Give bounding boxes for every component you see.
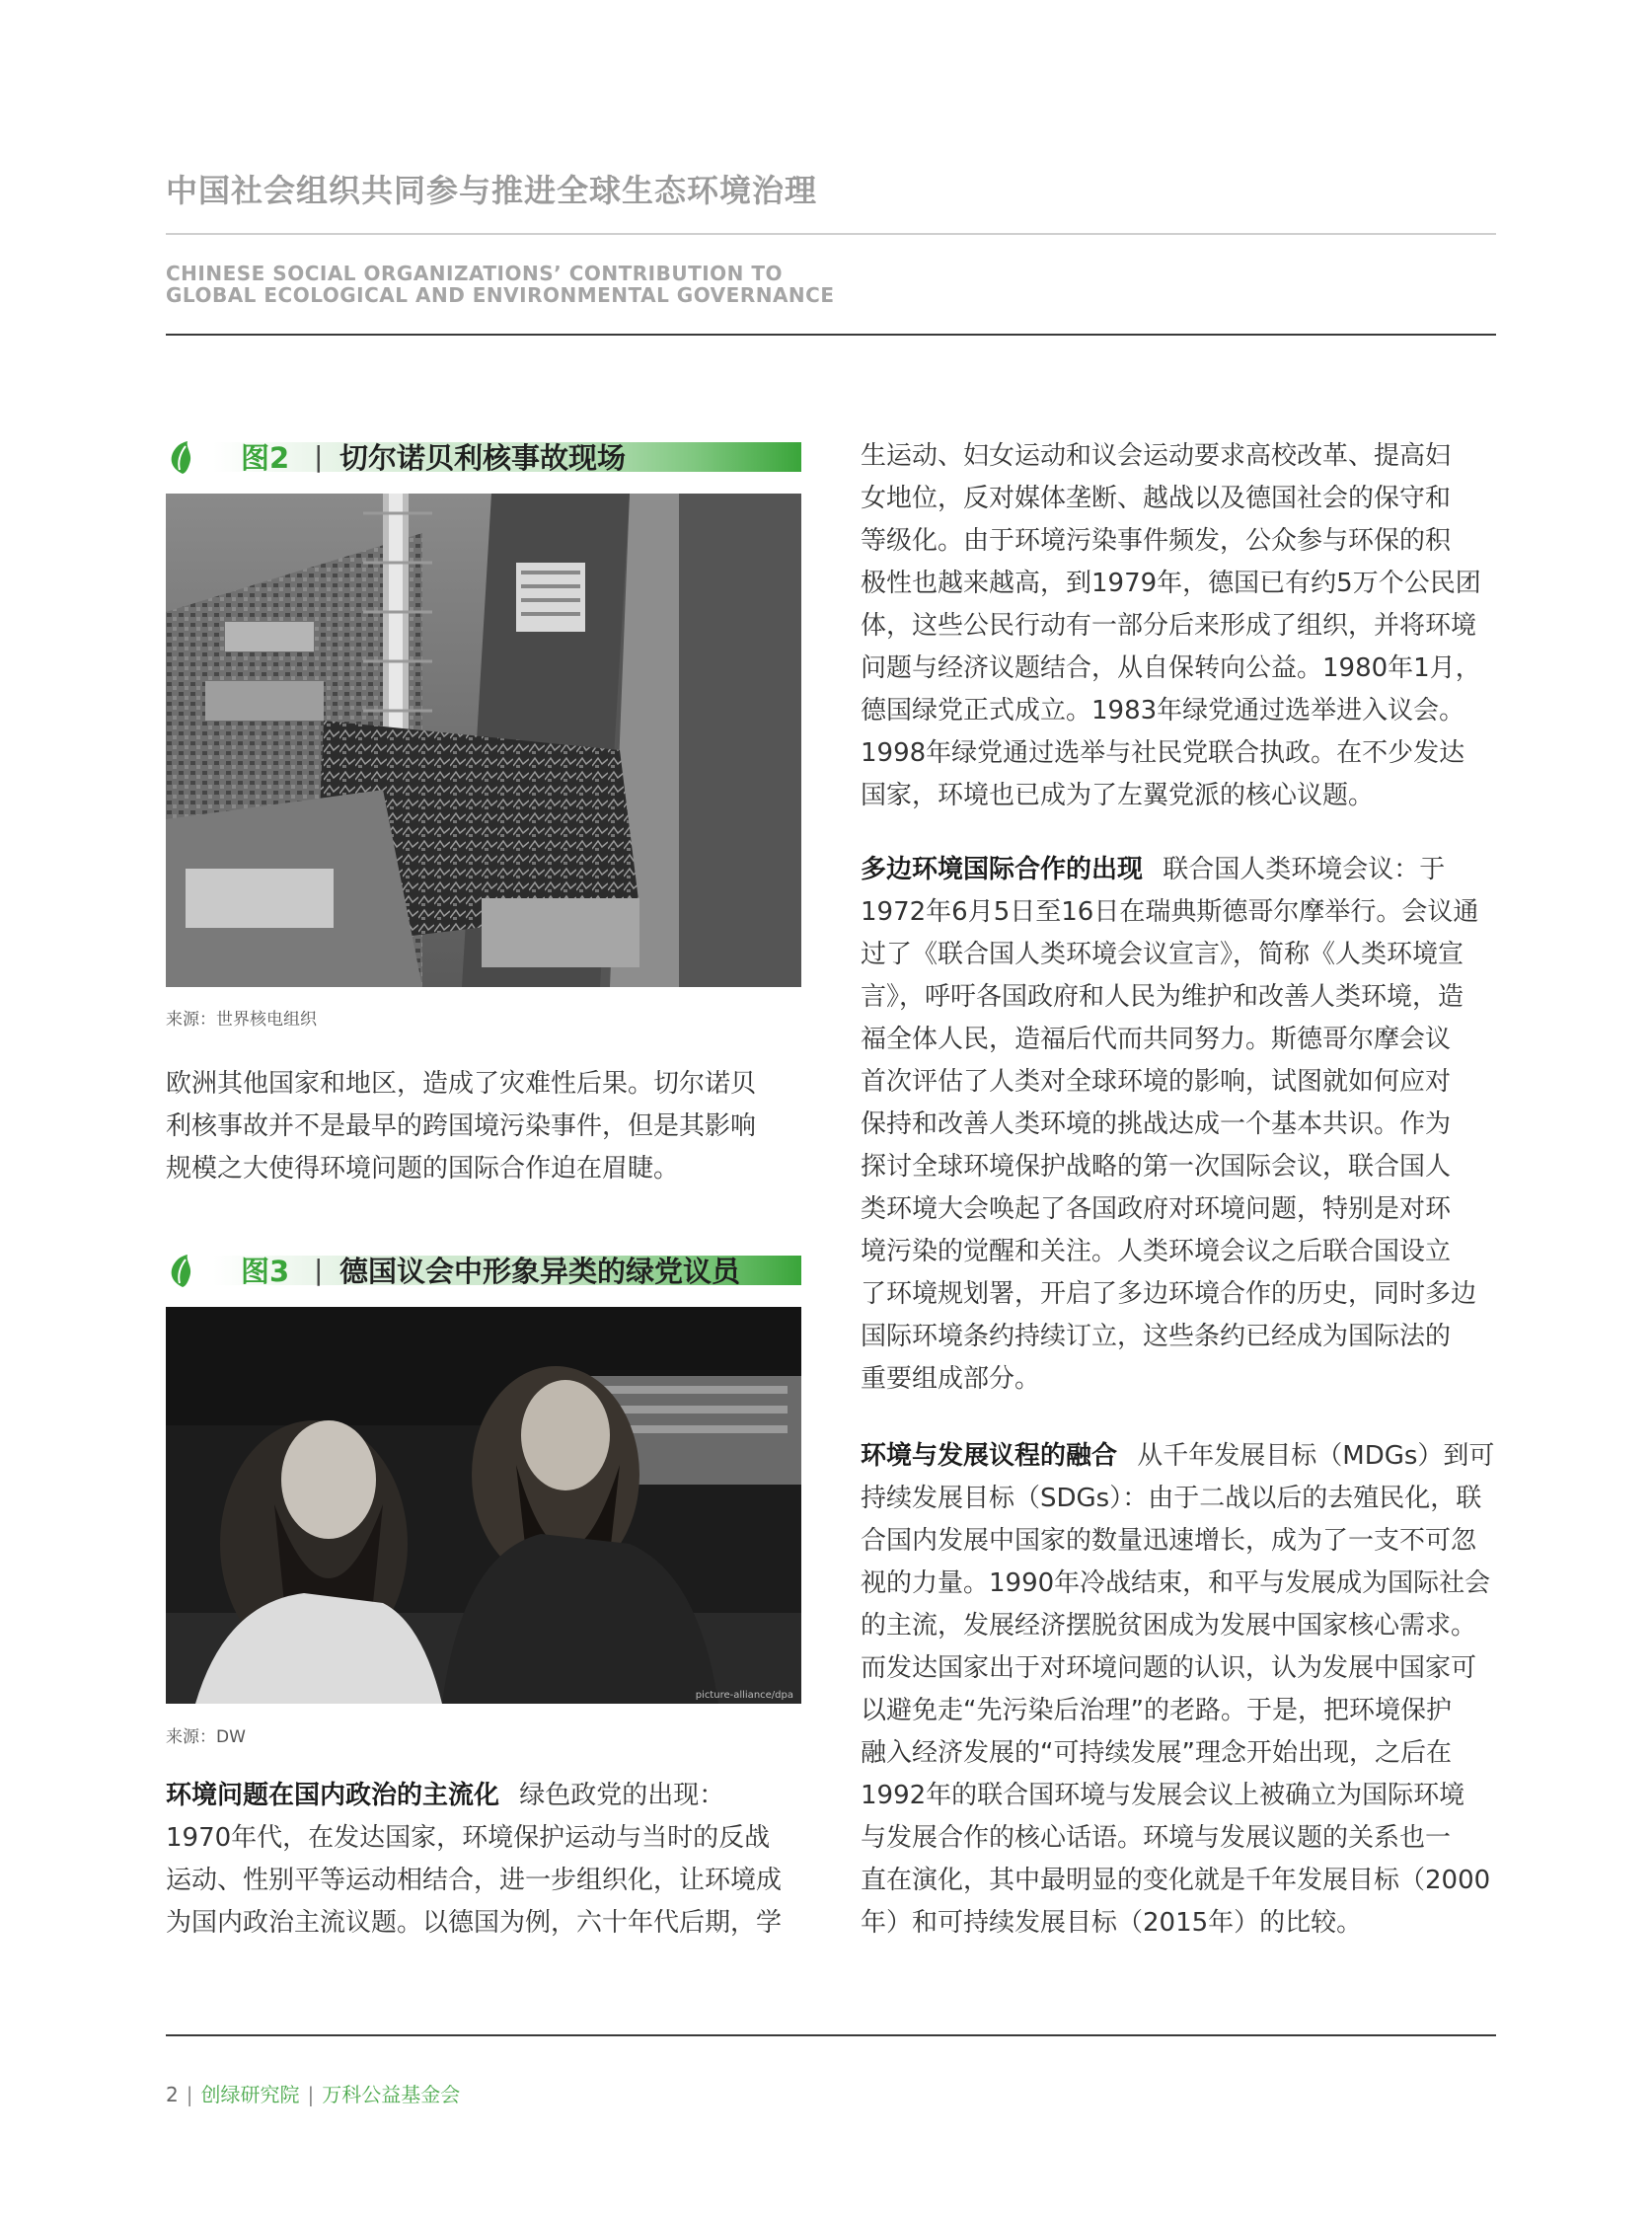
paragraph-lead: 多边环境国际合作的出现 bbox=[861, 855, 1144, 884]
header-title-en-line1: CHINESE SOCIAL ORGANIZATIONS’ CONTRIBUTION TO bbox=[166, 262, 784, 285]
text-line bbox=[166, 1775, 801, 1817]
right-paragraph-2 bbox=[861, 849, 1496, 1401]
text-line: 首次评估了人类对全球环境的影响，试图就如何应对 bbox=[861, 1067, 1452, 1097]
text-line: 了环境规划署，开启了多边环境合作的历史，同时多边 bbox=[861, 1279, 1477, 1309]
text-line: 而发达国家出于对环境问题的认识，认为发展中国家可 bbox=[861, 1653, 1477, 1683]
text-line: 1970年代，在发达国家，环境保护运动与当时的反战 bbox=[166, 1823, 771, 1853]
paragraph-lead-text: 从千年发展目标（MDGs）到可 bbox=[1137, 1441, 1495, 1471]
header-title-en bbox=[166, 263, 835, 306]
text-line: 类环境大会唤起了各国政府对环境问题，特别是对环 bbox=[861, 1194, 1452, 1224]
leaf-icon bbox=[166, 440, 199, 476]
page-number: 2 bbox=[166, 2083, 179, 2106]
right-paragraph-3 bbox=[861, 1435, 1496, 1945]
figure-3-heading bbox=[166, 1252, 801, 1291]
paragraph-lead-text: 绿色政党的出现： bbox=[519, 1781, 725, 1810]
text-line: 以避免走“先污染后治理”的老路。于是，把环境保护 bbox=[861, 1696, 1452, 1725]
footer-rule bbox=[166, 2034, 1496, 2036]
text-line: 1972年6月5日至16日在瑞典斯德哥尔摩举行。会议通 bbox=[861, 897, 1479, 927]
figure-title: 德国议会中形象异类的绿党议员 bbox=[339, 1255, 741, 1288]
text-line: 言》，呼吁各国政府和人民为维护和改善人类环境，造 bbox=[861, 982, 1464, 1012]
figure-title: 切尔诺贝利核事故现场 bbox=[339, 441, 627, 475]
footer bbox=[166, 2079, 460, 2107]
text-line: 极性也越来越高，到1979年，德国已有约5万个公民团 bbox=[861, 569, 1481, 598]
text-line: 女地位，反对媒体垄断、越战以及德国社会的保守和 bbox=[861, 484, 1452, 513]
paragraph-lead-text: 联合国人类环境会议：于 bbox=[1163, 855, 1446, 884]
text-line: 问题与经济议题结合，从自保转向公益。1980年1月， bbox=[861, 653, 1481, 683]
header-title-cn: 中国社会组织共同参与推进全球生态环境治理 bbox=[166, 172, 818, 209]
text-line: 视的力量。1990年冷战结束，和平与发展成为国际社会 bbox=[861, 1568, 1491, 1598]
footer-separator: | bbox=[186, 2083, 193, 2106]
header-divider bbox=[166, 233, 1496, 235]
leaf-icon bbox=[166, 1254, 199, 1289]
green-party-members-photo bbox=[166, 1307, 801, 1704]
text-line: 运动、性别平等运动相结合，进一步组织化，让环境成 bbox=[166, 1866, 783, 1895]
text-line bbox=[861, 1435, 1496, 1478]
header-rule bbox=[166, 334, 1496, 336]
text-line: 重要组成部分。 bbox=[861, 1364, 1041, 1394]
text-line: 国家，环境也已成为了左翼党派的核心议题。 bbox=[861, 781, 1375, 810]
text-line: 1992年的联合国环境与发展会议上被确立为国际环境 bbox=[861, 1781, 1465, 1810]
left-paragraph-1 bbox=[166, 1063, 801, 1190]
figure-label: 图2 bbox=[241, 441, 290, 475]
footer-org-1: 创绿研究院 bbox=[200, 2083, 300, 2106]
text-line: 体，这些公民行动有一部分后来形成了组织，并将环境 bbox=[861, 611, 1477, 641]
figure-label: 图3 bbox=[241, 1255, 290, 1288]
text-line: 保持和改善人类环境的挑战达成一个基本共识。作为 bbox=[861, 1109, 1452, 1139]
photo-watermark: picture-alliance/dpa bbox=[695, 1690, 793, 1701]
text-line: 与发展合作的核心话语。环境与发展议题的关系也一 bbox=[861, 1823, 1452, 1853]
text-line: 欧洲其他国家和地区，造成了灾难性后果。切尔诺贝 bbox=[166, 1069, 757, 1099]
footer-org-2: 万科公益基金会 bbox=[322, 2083, 461, 2106]
text-line: 探讨全球环境保护战略的第一次国际会议，联合国人 bbox=[861, 1152, 1452, 1182]
paragraph-lead: 环境与发展议程的融合 bbox=[861, 1441, 1118, 1471]
text-line: 1998年绿党通过选举与社民党联合执政。在不少发达 bbox=[861, 738, 1465, 768]
paragraph-lead: 环境问题在国内政治的主流化 bbox=[166, 1781, 500, 1810]
text-line: 国际环境条约持续订立，这些条约已经成为国际法的 bbox=[861, 1322, 1452, 1351]
text-line: 年）和可持续发展目标（2015年）的比较。 bbox=[861, 1908, 1363, 1938]
right-paragraph-1 bbox=[861, 435, 1496, 817]
text-line: 利核事故并不是最早的跨国境污染事件，但是其影响 bbox=[166, 1111, 757, 1141]
header-title-en-line2: GLOBAL ECOLOGICAL AND ENVIRONMENTAL GOVERNANCE bbox=[166, 283, 835, 307]
text-line: 过了《联合国人类环境会议宣言》，简称《人类环境宣 bbox=[861, 940, 1464, 969]
footer-separator: | bbox=[307, 2083, 315, 2106]
text-line: 德国绿党正式成立。1983年绿党通过选举进入议会。 bbox=[861, 696, 1465, 726]
figure-divider: | bbox=[314, 1254, 324, 1286]
text-line: 生运动、妇女运动和议会运动要求高校改革、提高妇 bbox=[861, 441, 1452, 471]
left-paragraph-2 bbox=[166, 1775, 801, 1945]
figure-divider: | bbox=[314, 440, 324, 473]
text-line: 境污染的觉醒和关注。人类环境会议之后联合国设立 bbox=[861, 1237, 1452, 1266]
text-line: 直在演化，其中最明显的变化就是千年发展目标（2000 bbox=[861, 1866, 1491, 1895]
text-line bbox=[861, 849, 1496, 891]
text-line: 为国内政治主流议题。以德国为例，六十年代后期，学 bbox=[166, 1908, 783, 1938]
text-line: 的主流，发展经济摆脱贫困成为发展中国家核心需求。 bbox=[861, 1611, 1477, 1641]
figure-2-heading bbox=[166, 438, 801, 478]
text-line: 等级化。由于环境污染事件频发，公众参与环保的积 bbox=[861, 526, 1452, 556]
chernobyl-photo bbox=[166, 494, 801, 987]
text-line: 合国内发展中国家的数量迅速增长，成为了一支不可忽 bbox=[861, 1526, 1477, 1556]
text-line: 规模之大使得环境问题的国际合作迫在眉睫。 bbox=[166, 1154, 680, 1184]
text-line: 持续发展目标（SDGs）：由于二战以后的去殖民化，联 bbox=[861, 1484, 1482, 1513]
text-line: 福全体人民，造福后代而共同努力。斯德哥尔摩会议 bbox=[861, 1025, 1452, 1054]
figure-source: 来源：世界核电组织 bbox=[166, 1010, 317, 1030]
text-line: 融入经济发展的“可持续发展”理念开始出现，之后在 bbox=[861, 1738, 1452, 1768]
figure-source: 来源：DW bbox=[166, 1727, 246, 1747]
